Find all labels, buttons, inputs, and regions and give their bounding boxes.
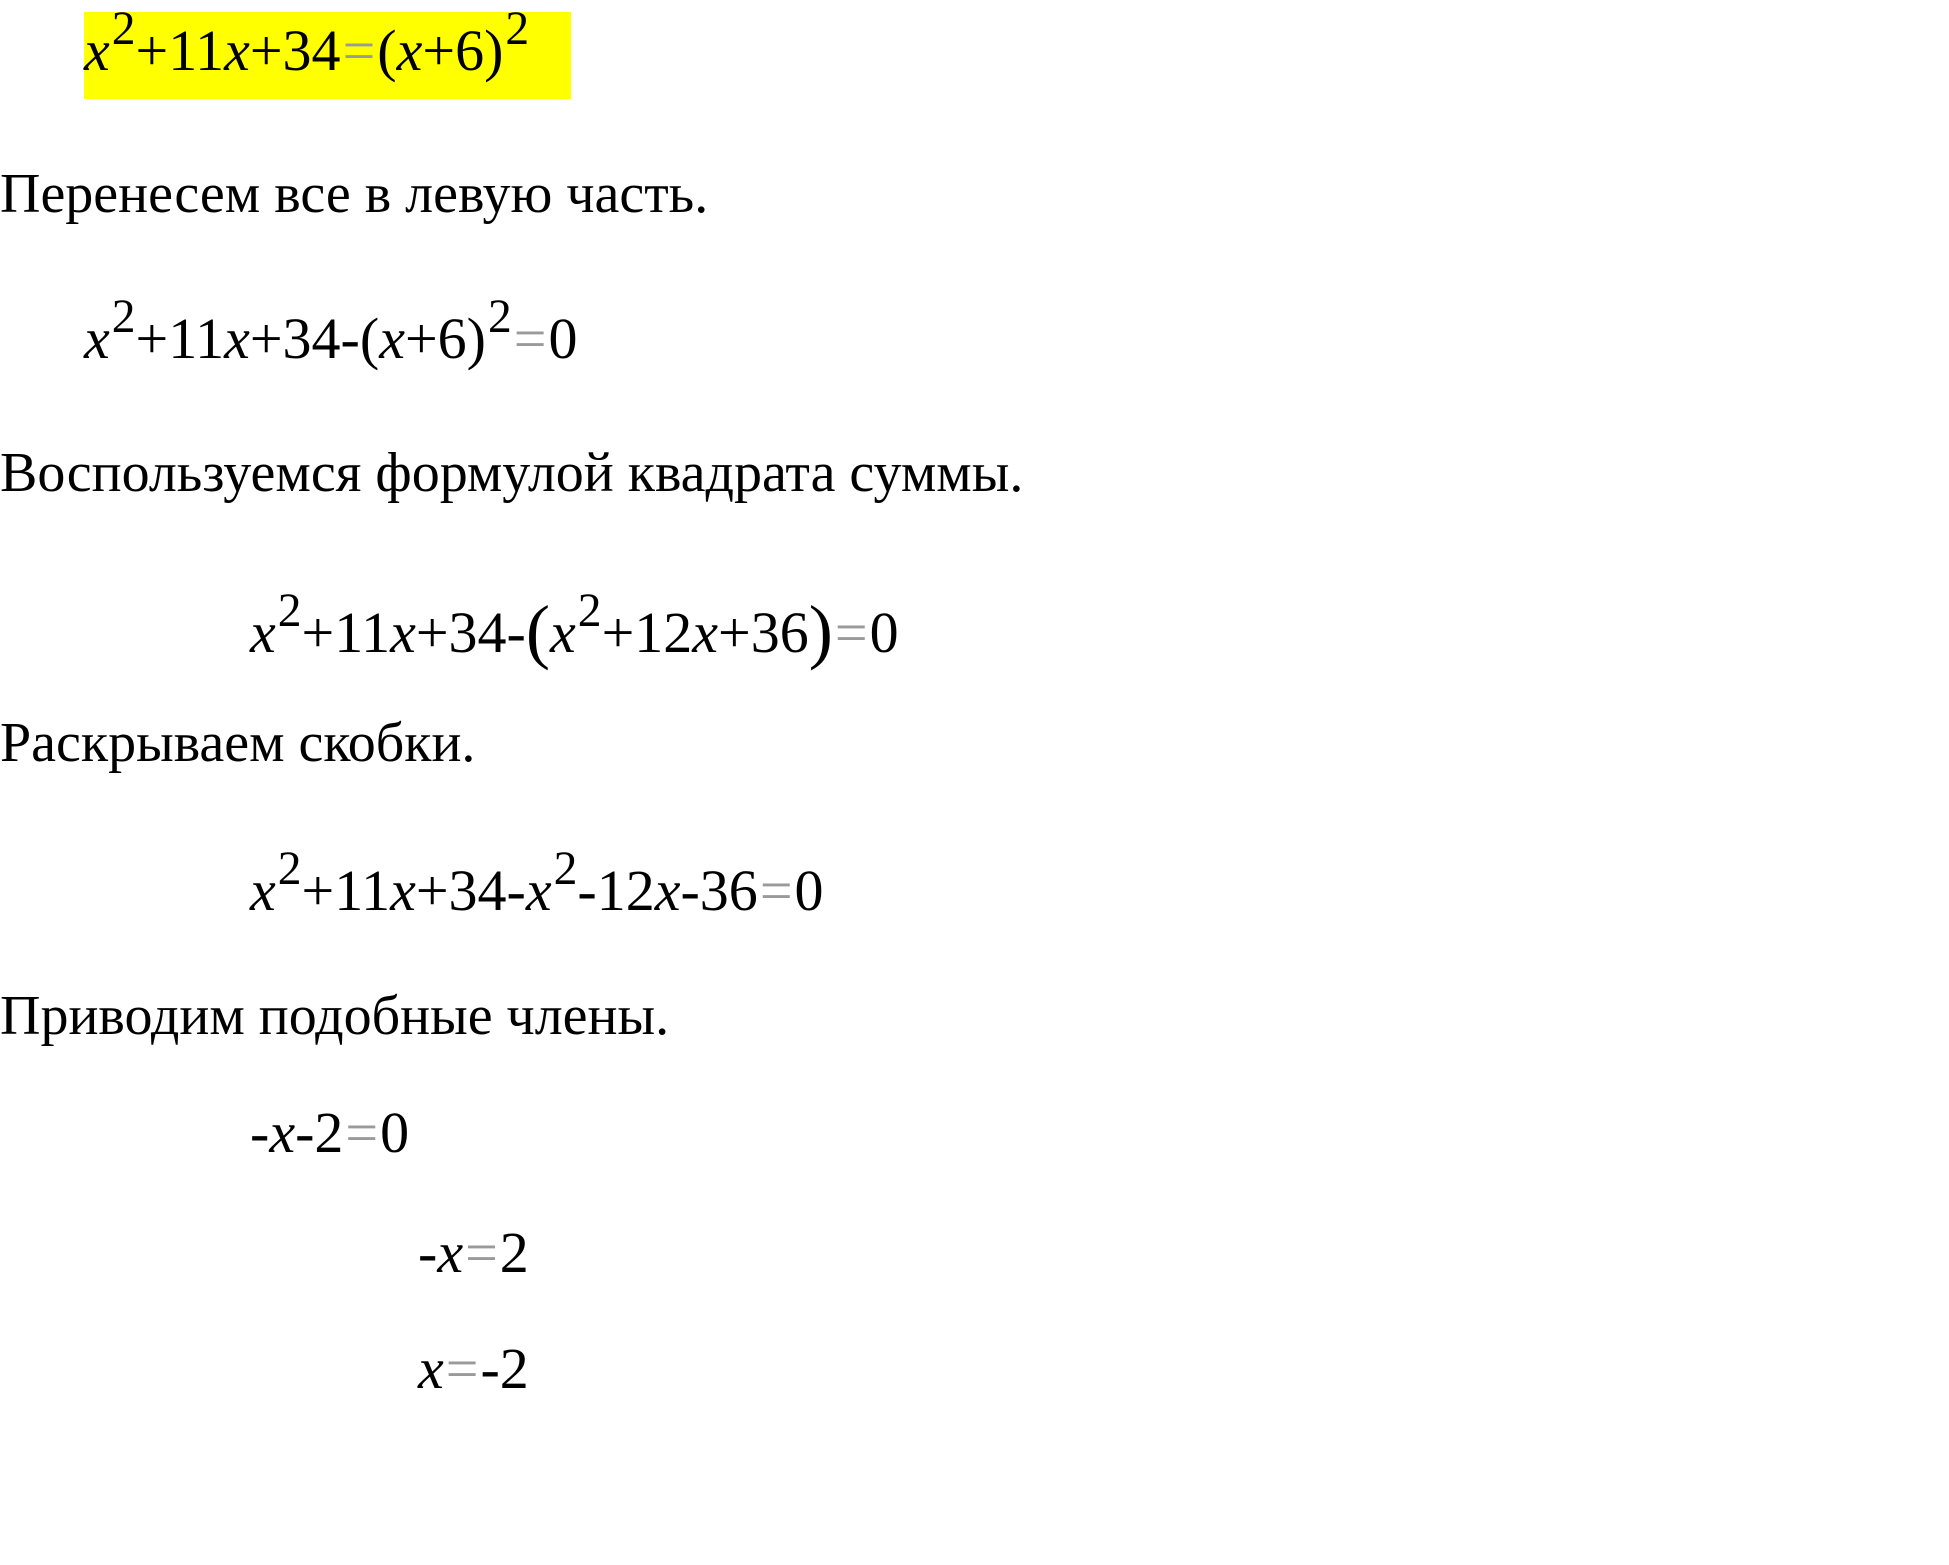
exponent: 2 xyxy=(553,842,578,895)
equals-sign: = xyxy=(759,858,793,923)
step4-equation-2: -x=2 xyxy=(418,1220,529,1285)
equals-sign: = xyxy=(513,306,547,371)
step2-text: Воспользуемся формулой квадрата суммы. xyxy=(0,442,1024,504)
var-x: x xyxy=(84,18,110,83)
exponent: 2 xyxy=(577,584,602,637)
equals-sign: = xyxy=(465,1220,498,1285)
equals-sign: = xyxy=(345,1100,379,1165)
exponent: 2 xyxy=(111,2,136,55)
step4-equation-1: -x-2=0 xyxy=(250,1100,410,1165)
original-equation xyxy=(84,2,571,83)
equals-sign: = xyxy=(342,18,376,83)
step4-text: Приводим подобные члены. xyxy=(0,985,670,1047)
step4-equation-3: x=-2 xyxy=(418,1336,529,1401)
step1-equation: $x^2+11x+34-(x+6)^2=0$ xyxy=(84,290,578,371)
exponent: 2 xyxy=(277,584,302,637)
exponent: 2 xyxy=(505,2,530,55)
exponent: 2 xyxy=(488,290,512,343)
equation-highlight: $x^2+11x+34=(x+6)^2$ xyxy=(84,12,571,99)
equals-sign: = xyxy=(445,1336,479,1401)
step2-equation: $x^2+11x+34-(x^2+12x+36)=0$ xyxy=(250,584,899,671)
exponent: 2 xyxy=(111,290,136,343)
step3-equation: $x^2+11x+34-x^2-12x-36=0$ xyxy=(250,842,824,923)
step3-text: Раскрываем скобки. xyxy=(0,712,476,774)
equals-sign: = xyxy=(834,600,868,665)
step1-text: Перенесем все в левую часть. xyxy=(0,163,709,225)
exponent: 2 xyxy=(277,842,302,895)
